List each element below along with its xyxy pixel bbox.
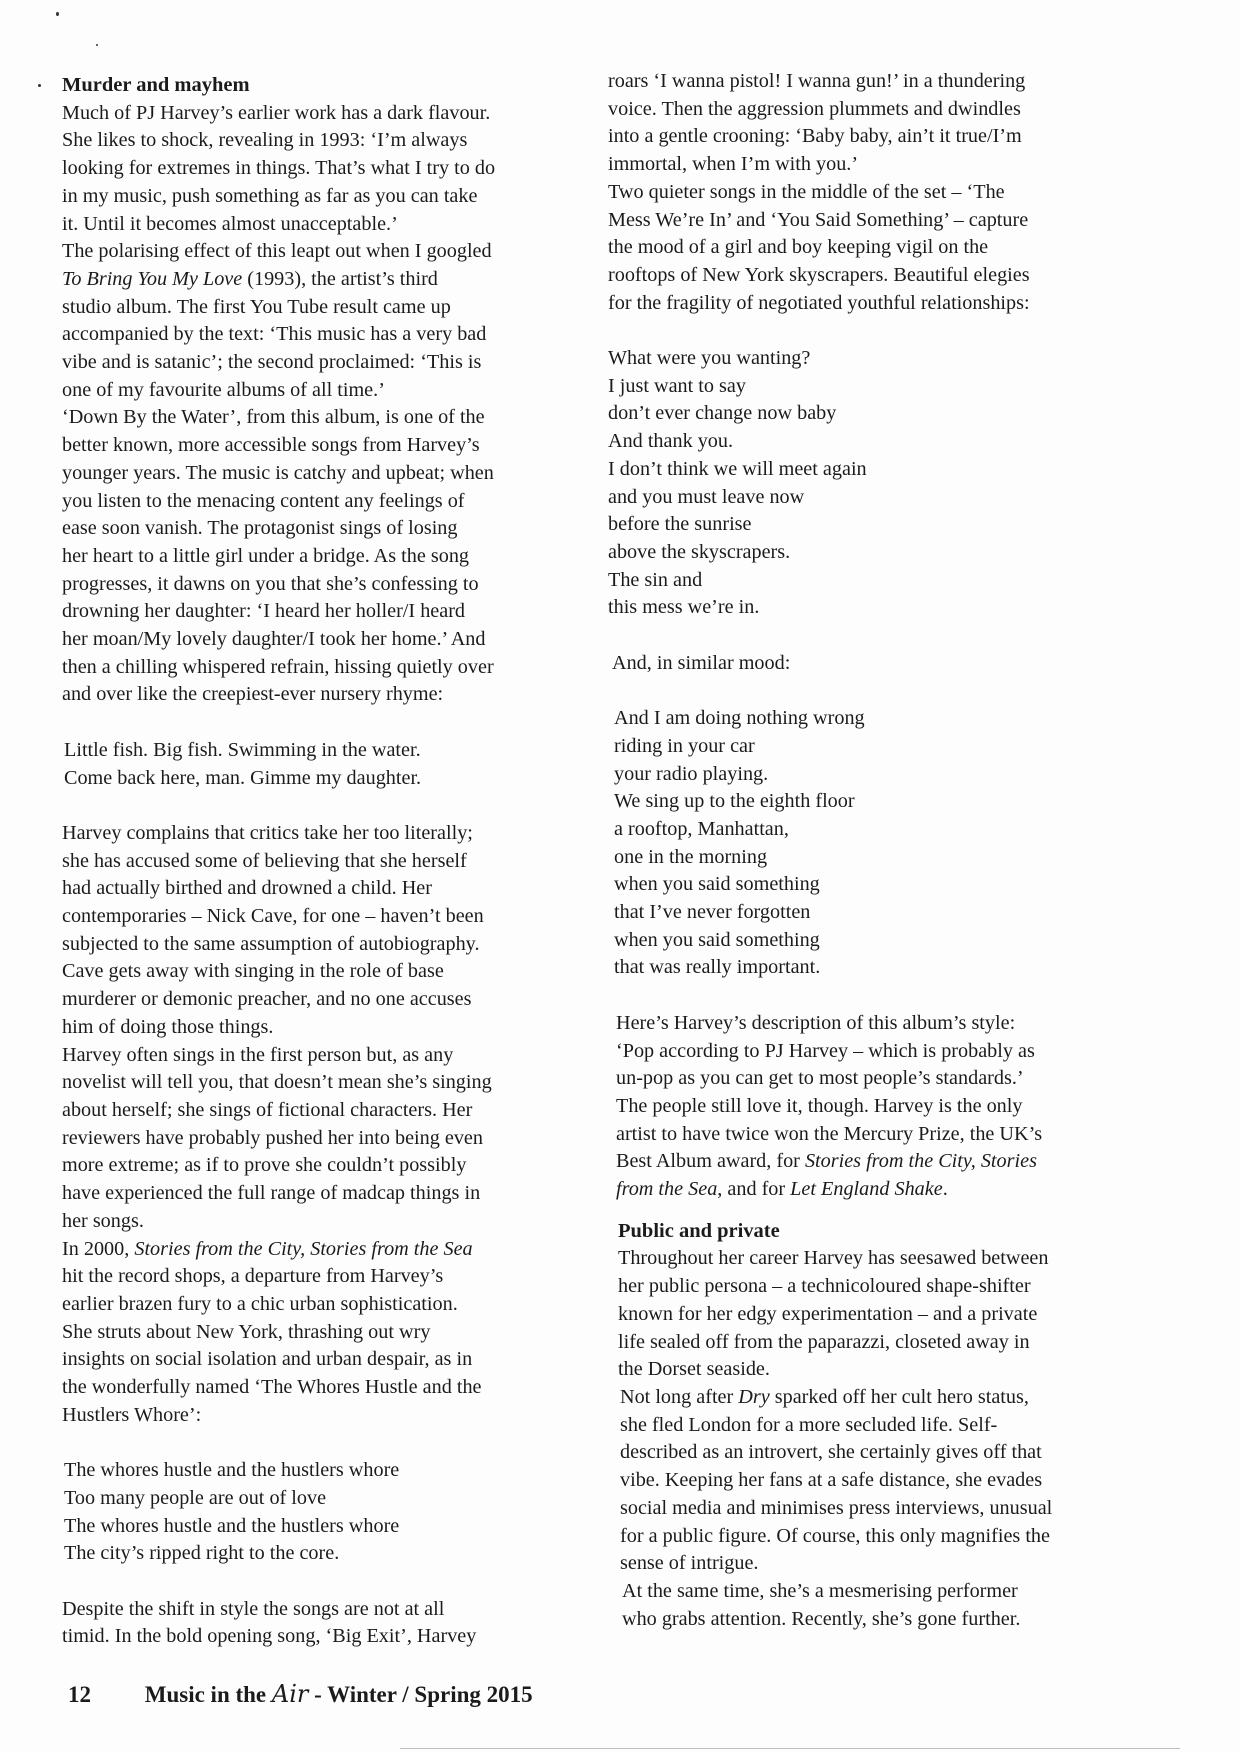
text-line: one in the morning <box>614 845 768 868</box>
left-paragraph-6 <box>62 1236 582 1430</box>
text-line: timid. In the bold opening song, ‘Big Exit’, Harvey <box>62 1625 477 1648</box>
text-line: novelist will tell you, that doesn’t mean she’s singing <box>62 1071 492 1094</box>
text-line: she fled London for a more secluded life. Self- <box>620 1413 998 1436</box>
magazine-name <box>145 1682 309 1707</box>
text-line: The whores hustle and the hustlers whore <box>64 1514 400 1537</box>
text-line: She likes to shock, revealing in 1993: ‘I’m always <box>62 129 468 152</box>
text-line: ‘Down By the Water’, from this album, is one of the <box>62 406 485 429</box>
text-line: The people still love it, though. Harvey is the only <box>616 1094 1023 1117</box>
text-line: had actually birthed and drowned a child. Her <box>62 877 432 900</box>
text-line: social media and minimises press interviews, unusual <box>620 1496 1053 1519</box>
right-paragraph-5 <box>608 1384 1128 1578</box>
text-line: looking for extremes in things. That’s what I try to do <box>62 157 496 180</box>
scan-speck <box>56 12 59 16</box>
text-line: from the Sea, and for Let England Shake. <box>616 1178 948 1201</box>
left-paragraph-7 <box>62 1596 582 1651</box>
text-line: when you said something <box>614 873 820 896</box>
scan-edge-line <box>400 1748 1180 1749</box>
text-line: Two quieter songs in the middle of the set – ‘The <box>608 180 1005 203</box>
text-line: un-pop as you can get to most people’s standards.’ <box>616 1067 1024 1090</box>
text-line: immortal, when I’m with you.’ <box>608 153 859 176</box>
text-line: sense of intrigue. <box>620 1552 759 1575</box>
text-line: Come back here, man. Gimme my daughter. <box>64 766 422 789</box>
right-paragraph-3 <box>608 1010 1128 1204</box>
text-line: described as an introvert, she certainly gives off that <box>620 1441 1042 1464</box>
text-line: earlier brazen fury to a chic urban sophistication. <box>62 1292 458 1315</box>
lyric-whores-hustle <box>62 1457 582 1568</box>
section-heading-murder-and-mayhem: Murder and mayhem <box>62 74 250 96</box>
text-line: ease soon vanish. The protagonist sings of losing <box>62 517 458 540</box>
right-paragraph-6 <box>608 1578 1128 1633</box>
text-line: a rooftop, Manhattan, <box>614 817 789 840</box>
text-line: Little fish. Big fish. Swimming in the water. <box>64 738 421 761</box>
text-line: roars ‘I wanna pistol! I wanna gun!’ in a thundering <box>608 70 1026 92</box>
text-line: more extreme; as if to prove she couldn’t possibly <box>62 1154 467 1177</box>
text-line: voice. Then the aggression plummets and dwindles <box>608 97 1021 120</box>
issue-label: - Winter / Spring 2015 <box>314 1682 533 1707</box>
italic-title: from the Sea <box>616 1178 718 1201</box>
text-line: murderer or demonic preacher, and no one accuses <box>62 988 472 1011</box>
text-line: it. Until it becomes almost unacceptable.’ <box>62 212 398 235</box>
text-line: him of doing those things. <box>62 1015 274 1038</box>
right-paragraph-1 <box>608 68 1128 179</box>
scan-speck <box>96 44 98 46</box>
text-line: above the skyscrapers. <box>608 540 791 563</box>
right-column <box>608 68 1128 1633</box>
italic-title: Let England Shake <box>790 1178 943 1201</box>
text-line: Too many people are out of love <box>64 1486 327 1509</box>
section-heading-public-and-private: Public and private <box>618 1219 780 1242</box>
italic-title: To Bring You My Love <box>62 267 243 290</box>
text-line: your radio playing. <box>614 762 769 785</box>
text-line: then a chilling whispered refrain, hissing quietly over <box>62 655 494 678</box>
text-line: this mess we’re in. <box>608 596 760 619</box>
magazine-script-word: Air <box>271 1680 309 1708</box>
text-line: the Dorset seaside. <box>618 1358 770 1381</box>
text-line: the wonderfully named ‘The Whores Hustle and the <box>62 1376 482 1399</box>
text-line: in my music, push something as far as you can take <box>62 184 478 207</box>
left-paragraph-3 <box>62 404 582 709</box>
left-column <box>62 72 582 1651</box>
text-line: better known, more accessible songs from Harvey’s <box>62 434 480 457</box>
lyric-you-said-something <box>608 705 1128 982</box>
text-line: rooftops of New York skyscrapers. Beautiful elegies <box>608 263 1030 286</box>
text-line: studio album. The first You Tube result came up <box>62 295 451 318</box>
text-line: What were you wanting? <box>608 347 811 370</box>
text-line: We sing up to the eighth floor <box>614 790 855 813</box>
left-paragraph-4 <box>62 820 582 1042</box>
text-line: one of my favourite albums of all time.’ <box>62 378 385 401</box>
text-line: reviewers have probably pushed her into being even <box>62 1126 483 1149</box>
text-line: I don’t think we will meet again <box>608 457 867 480</box>
text-line: and over like the creepiest-ever nursery rhyme: <box>62 683 444 706</box>
scan-speck <box>38 84 41 87</box>
text-line: the mood of a girl and boy keeping vigil on the <box>608 236 989 259</box>
text-line: life sealed off from the paparazzi, closeted away in <box>618 1330 1030 1353</box>
text-line: I just want to say <box>608 374 746 397</box>
text-line: her public persona – a technicoloured shape-shifter <box>618 1275 1031 1298</box>
text-line: she has accused some of believing that she herself <box>62 849 467 872</box>
text-line: To Bring You My Love (1993), the artist’s third <box>62 267 438 290</box>
text-line: have experienced the full range of madcap things in <box>62 1182 481 1205</box>
page-number: 12 <box>68 1682 91 1707</box>
page-footer <box>68 1680 533 1708</box>
text-line: into a gentle crooning: ‘Baby baby, ain’t it true/I’m <box>608 125 1022 148</box>
text-line: artist to have twice won the Mercury Prize, the UK’s <box>616 1122 1043 1145</box>
text-line: vibe. Keeping her fans at a safe distance, she evades <box>620 1469 1043 1492</box>
text-line: subjected to the same assumption of autobiography. <box>62 932 480 955</box>
text-line: riding in your car <box>614 734 755 757</box>
text-line: Best Album award, for Stories from the City, Stories <box>616 1150 1037 1173</box>
text-line: when you said something <box>614 928 820 951</box>
text-line: And thank you. <box>608 430 734 453</box>
text-line: known for her edgy experimentation – and a private <box>618 1302 1038 1325</box>
text-line: And I am doing nothing wrong <box>614 707 865 730</box>
lyric-little-fish <box>62 737 582 792</box>
text-line: Not long after Dry sparked off her cult hero status, <box>620 1385 1029 1408</box>
text-line: ‘Pop according to PJ Harvey – which is probably as <box>616 1039 1035 1062</box>
text-line: Harvey often sings in the first person but, as any <box>62 1043 454 1066</box>
text-line: contemporaries – Nick Cave, for one – haven’t been <box>62 905 484 928</box>
text-line: before the sunrise <box>608 513 752 536</box>
lyric-mess-were-in <box>608 345 1128 622</box>
text-line: and you must leave now <box>608 485 805 508</box>
text-line: that was really important. <box>614 956 821 979</box>
text-line: The sin and <box>608 568 703 591</box>
text-line: about herself; she sings of fictional characters. Her <box>62 1098 473 1121</box>
text-line: The polarising effect of this leapt out when I googled <box>62 240 492 263</box>
text-line: The city’s ripped right to the core. <box>64 1542 340 1565</box>
text-line: drowning her daughter: ‘I heard her holler/I heard <box>62 600 466 623</box>
text-line: for the fragility of negotiated youthful relationships: <box>608 291 1030 314</box>
right-paragraph-2 <box>608 179 1128 318</box>
left-paragraph-1 <box>62 100 582 239</box>
text-line: younger years. The music is catchy and upbeat; when <box>62 461 494 484</box>
text-line: her songs. <box>62 1209 144 1232</box>
left-paragraph-2 <box>62 238 582 404</box>
text-line: At the same time, she’s a mesmerising performer <box>622 1579 1018 1602</box>
text-line: who grabs attention. Recently, she’s gone further. <box>622 1607 1021 1630</box>
text-line: Cave gets away with singing in the role of base <box>62 960 444 983</box>
text-line: you listen to the menacing content any feelings of <box>62 489 465 512</box>
text-line: The whores hustle and the hustlers whore <box>64 1459 400 1482</box>
text-line: for a public figure. Of course, this only magnifies the <box>620 1524 1050 1547</box>
left-paragraph-5 <box>62 1042 582 1236</box>
italic-title: Stories from the City, Stories from the Sea <box>134 1237 473 1260</box>
text-line: Despite the shift in style the songs are not at all <box>62 1597 445 1620</box>
text-line: Hustlers Whore’: <box>62 1403 202 1426</box>
text-line: that I’ve never forgotten <box>614 901 811 924</box>
text-line: insights on social isolation and urban despair, as in <box>62 1348 473 1371</box>
text-line: Throughout her career Harvey has seesawed between <box>618 1247 1049 1270</box>
text-line: accompanied by the text: ‘This music has a very bad <box>62 323 487 346</box>
text-line: Here’s Harvey’s description of this album’s style: <box>616 1011 1016 1034</box>
text-line: Harvey complains that critics take her too literally; <box>62 821 473 844</box>
text-line: her moan/My lovely daughter/I took her home.’ And <box>62 628 486 651</box>
text-line: her heart to a little girl under a bridge. As the song <box>62 544 470 567</box>
text-line: progresses, it dawns on you that she’s confessing to <box>62 572 479 595</box>
text-line: hit the record shops, a departure from Harvey’s <box>62 1265 444 1288</box>
similar-mood-line: And, in similar mood: <box>612 651 791 674</box>
text-line: Much of PJ Harvey’s earlier work has a dark flavour. <box>62 101 491 124</box>
text-line: In 2000, Stories from the City, Stories from the Sea <box>62 1237 473 1260</box>
text-line: vibe and is satanic’; the second proclaimed: ‘This is <box>62 351 482 374</box>
italic-title: Stories from the City, Stories <box>804 1150 1037 1173</box>
magazine-prefix: Music in the <box>144 1682 267 1707</box>
italic-title: Dry <box>738 1385 770 1408</box>
text-line: don’t ever change now baby <box>608 402 837 425</box>
right-paragraph-4 <box>608 1245 1128 1384</box>
text-line: Mess We’re In’ and ‘You Said Something’ – capture <box>608 208 1029 231</box>
text-line: She struts about New York, thrashing out wry <box>62 1320 431 1343</box>
